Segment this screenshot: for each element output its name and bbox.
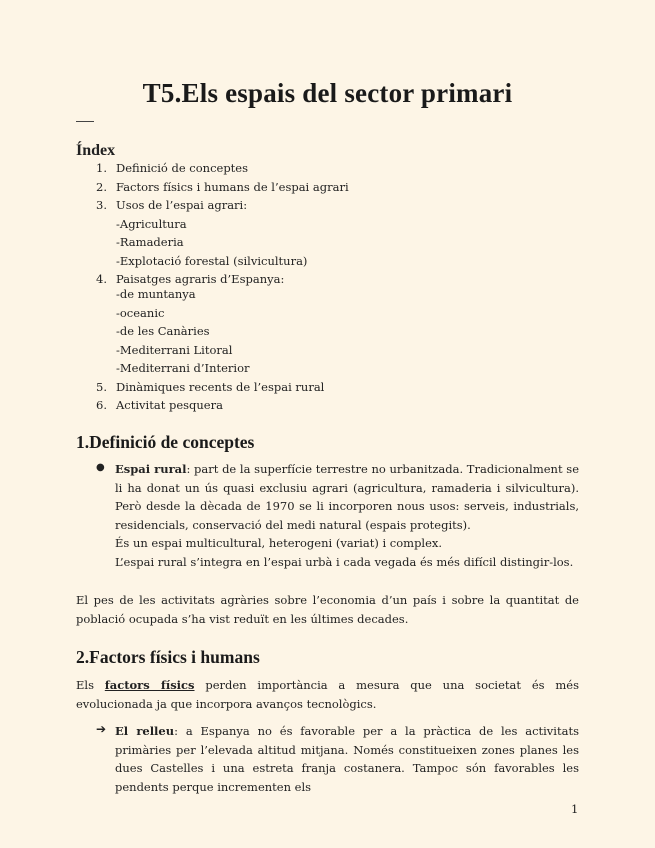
document-page: T5.Els espais del sector primari Índex 1. Definició de conceptes 2. Factors físics i humans de l’espai agrari 3. Usos de l’espai agrari: -Agricultura -Ramaderia -Explotació forestal (silvicultura) 4. Paisatges agraris d’Espanya: -de muntanya -oceanic -de les Canàries -Mediterrani Litoral -Mediterrani d’Interior 5. Dinàmiques recents de l’espai rural 6. Activitat pesquera 1.Definició de conceptes ● Espai rural: part de la superfície terrestre no urbanitzada. Tradicionalment se li ha donat un ús quasi exclusiu agrari (agricultura, ramaderia i silvicultura). Però desde la dècada de 1970 se li incorporen nous usos: serveis, industrials, residencials, conservació del medi natural (espais protegits). És un espai multicultural, heterogeni (variat) i complex. L’espai rural s’integra en l’espai urbà i cada vegada és més difícil distingir-los. El pes de les activitats agràries sobre l’economia d’un país i sobre la quantitat de població ocupada s’ha vist reduït en les últimes decades. 2.Factors físics i humans Els factors físics perden importància a mesura que una societat és més evolucionada ja que incorpora avanços tecnològics. ➔ El relleu: a Espanya no és favorable per a la pràctica de les activitats primàries per l’elevada altitud mitjana. Només constitueixen zones planes les dues Castelles i una estreta franja costanera. Tampoc són favorables les pendents perque incrementen els 1: [0, 0, 655, 848]
definition-bullet: Espai rural: part de la superfície terrestre no urbanitzada. Tradicionalment se li ha donat un ús quasi exclusiu agrari (agricultura, ramaderia i silvicultura). Però desde la dècada de 1970 se li incorporen nous usos: serveis, industrials, residencials, conservació del medi natural (espais protegits). És un espai multicultural, heterogeni (variat) i complex. L’espai rural s’integra en l’espai urbà i cada vegada és més difícil distingir-los.: [115, 462, 579, 569]
section-heading: 1.Definició de conceptes: [76, 432, 255, 452]
paragraph: El pes de les activitats agràries sobre l’economia d’un país i sobre la quantitat de població ocupada s’ha vist reduït en les últimes decades.: [76, 593, 579, 626]
arrow-right-icon: ➔: [96, 722, 107, 736]
page-title: T5.Els espais del sector primari: [142, 78, 513, 108]
section-heading: 2.Factors físics i humans: [76, 647, 260, 667]
term-factors-fisics: factors físics: [104, 678, 195, 692]
term-espai-rural: Espai rural: [115, 462, 187, 476]
index-heading: Índex: [76, 142, 116, 159]
page-number: 1: [571, 802, 579, 816]
term-relleu: El relleu: [115, 724, 175, 738]
title-divider: [76, 121, 94, 122]
bullet-icon: ●: [96, 462, 105, 473]
relleu-bullet: El relleu: a Espanya no és favorable per a la pràctica de les activitats primàries per l’elevada altitud mitjana. Només constitueixen zones planes les dues Castelles i una estreta franja costanera. Tampoc són favorables les pendents perque incrementen els: [115, 724, 579, 794]
paragraph: Els factors físics perden importància a mesura que una societat és més evolucionada ja que incorpora avanços tecnològics.: [76, 678, 579, 711]
